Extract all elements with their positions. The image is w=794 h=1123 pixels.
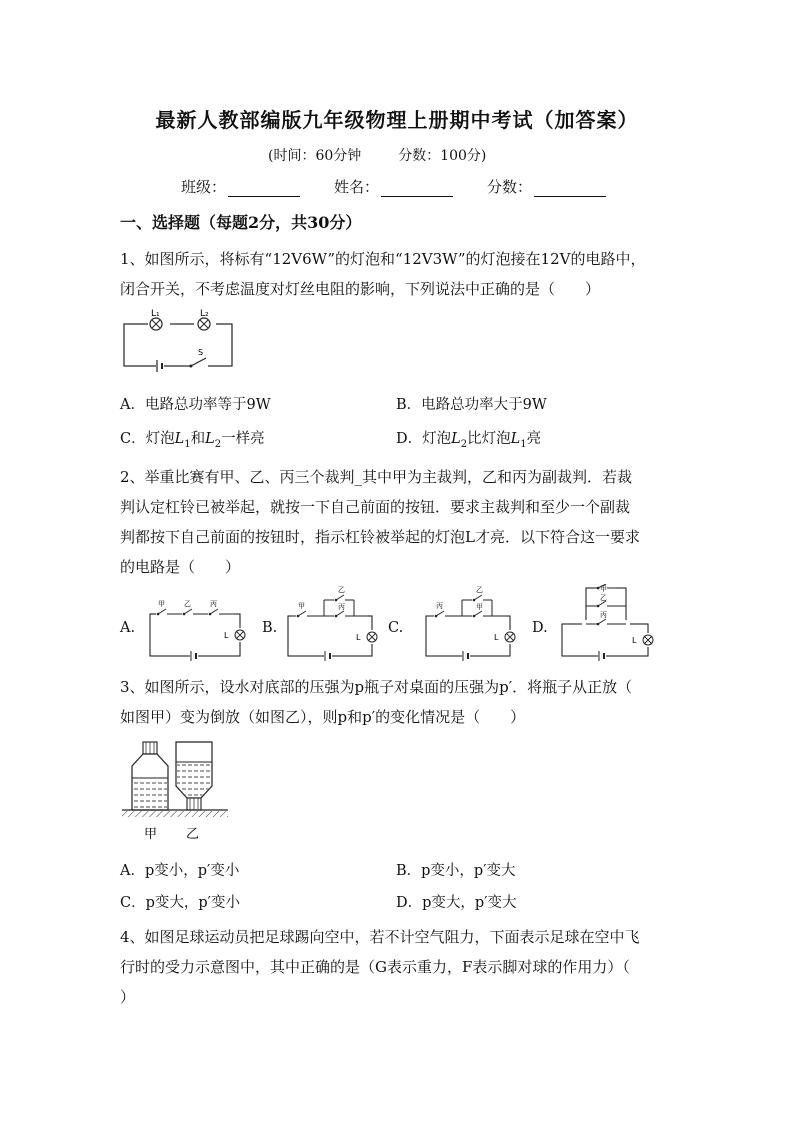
svg-text:丙: 丙 <box>436 602 443 610</box>
svg-text:乙: 乙 <box>600 594 607 602</box>
svg-text:乙: 乙 <box>476 586 483 594</box>
q2-option-b-label[interactable]: B. <box>262 620 278 636</box>
label-s: S <box>198 348 204 357</box>
score-total-label: 分数：100分) <box>398 148 487 164</box>
points-label: 分数： <box>487 178 533 196</box>
svg-text:L: L <box>356 633 361 642</box>
name-label: 姓名： <box>334 178 380 196</box>
q1-option-b[interactable]: B．电路总功率大于9W <box>396 397 547 413</box>
name-field <box>334 176 453 197</box>
q1-circuit-figure <box>118 308 238 374</box>
label-jia: 甲 <box>144 827 158 842</box>
svg-text:甲: 甲 <box>600 585 607 593</box>
q2-line3: 判都按下自己前面的按钮时，指示杠铃被举起的灯泡L才亮．以下符合这一要求 <box>120 528 640 546</box>
svg-text:乙: 乙 <box>184 600 191 608</box>
q1-d-mid: 比灯泡 <box>467 431 511 447</box>
q3-option-a[interactable]: A．p变小，p′变小 <box>120 863 240 879</box>
q3-line2: 如图甲）变为倒放（如图乙），则p和p′的变化情况是（ ） <box>120 708 526 726</box>
label-yi: 乙 <box>186 827 200 842</box>
name-blank[interactable] <box>381 182 453 197</box>
svg-text:L: L <box>632 636 637 645</box>
svg-text:乙: 乙 <box>338 586 345 594</box>
q2-option-d-label[interactable]: D. <box>532 620 548 636</box>
q1-c-sub1: 1 <box>184 438 191 450</box>
q2-option-a-label[interactable]: A. <box>120 620 136 636</box>
q2-line2: 判认定杠铃已被举起，就按一下自己前面的按钮．要求主裁判和至少一个副裁 <box>120 498 631 516</box>
time-label: (时间：60分钟 <box>268 148 362 164</box>
svg-text:甲: 甲 <box>298 602 305 610</box>
q2-line1: 2、举重比赛有甲、乙、丙三个裁判_其中甲为主裁判，乙和丙为副裁判．若裁 <box>120 468 633 486</box>
q3-line1: 3、如图所示，设水对底部的压强为p瓶子对桌面的压强为p′．将瓶子从正放（ <box>120 678 633 696</box>
svg-text:甲: 甲 <box>158 600 165 608</box>
q4-line2: 行时的受力示意图中，其中正确的是（G表示重力，F表示脚对球的作用力）（ <box>120 958 630 976</box>
q4-line1: 4、如图足球运动员把足球踢向空中，若不计空气阻力，下面表示足球在空中飞 <box>120 928 640 946</box>
q1-c-sub2: 2 <box>214 438 222 450</box>
q1-d-sub1: 1 <box>520 438 527 450</box>
exam-meta <box>268 145 486 165</box>
q3-option-c[interactable]: C．p变大，p′变小 <box>120 895 240 911</box>
q3-option-b[interactable]: B．p变小，p′变大 <box>396 863 516 879</box>
q1-d-post: 亮 <box>526 431 542 447</box>
q2-circuit-a <box>146 598 252 666</box>
q1-line1: 1、如图所示，将标有“12V6W”的灯泡和“12V3W”的灯泡接在12V的电路中， <box>120 250 646 268</box>
q1-d-text: D．灯泡 <box>396 431 452 447</box>
q1-c-text: C．灯泡 <box>120 431 175 447</box>
q1-option-d[interactable] <box>396 424 541 460</box>
q1-c-l1: L <box>174 431 185 447</box>
svg-text:丙: 丙 <box>338 603 345 611</box>
svg-text:丙: 丙 <box>600 611 607 619</box>
svg-text:丙: 丙 <box>210 600 217 608</box>
q2-circuit-c <box>422 586 518 666</box>
q1-line2: 闭合开关，不考虑温度对灯丝电阻的影响，下列说法中正确的是（ ） <box>120 280 601 298</box>
q1-c-post: 一样亮 <box>221 431 265 447</box>
class-blank[interactable] <box>228 182 300 197</box>
class-label: 班级： <box>181 178 227 196</box>
q1-d-sub2: 2 <box>460 438 468 450</box>
svg-text:L: L <box>494 633 499 642</box>
q1-option-c[interactable] <box>120 424 265 460</box>
q3-option-d[interactable]: D．p变大，p′变大 <box>396 895 517 911</box>
q2-option-c-label[interactable]: C. <box>388 620 404 636</box>
section-heading: 一、选择题（每题2分，共30分） <box>120 213 362 232</box>
q2-line4: 的电路是（ ） <box>120 558 241 576</box>
label-l1: L₁ <box>151 309 160 319</box>
q1-c-l2: L <box>205 431 215 447</box>
svg-text:甲: 甲 <box>476 603 483 611</box>
points-field <box>487 176 606 197</box>
q3-bottle-figure <box>122 738 232 848</box>
q4-line3: ） <box>120 988 136 1006</box>
q1-c-mid: 和 <box>190 431 206 447</box>
q2-circuit-b <box>284 586 380 666</box>
svg-text:L: L <box>224 631 229 640</box>
q2-circuit-d <box>556 584 658 666</box>
page-title: 最新人教部编版九年级物理上册期中考试（加答案） <box>155 108 639 132</box>
q1-d-l2: L <box>451 431 461 447</box>
points-blank[interactable] <box>534 182 606 197</box>
q1-d-l1: L <box>510 431 521 447</box>
class-field <box>181 176 300 197</box>
label-l2: L₂ <box>200 309 209 319</box>
q1-option-a[interactable]: A．电路总功率等于9W <box>120 397 271 413</box>
